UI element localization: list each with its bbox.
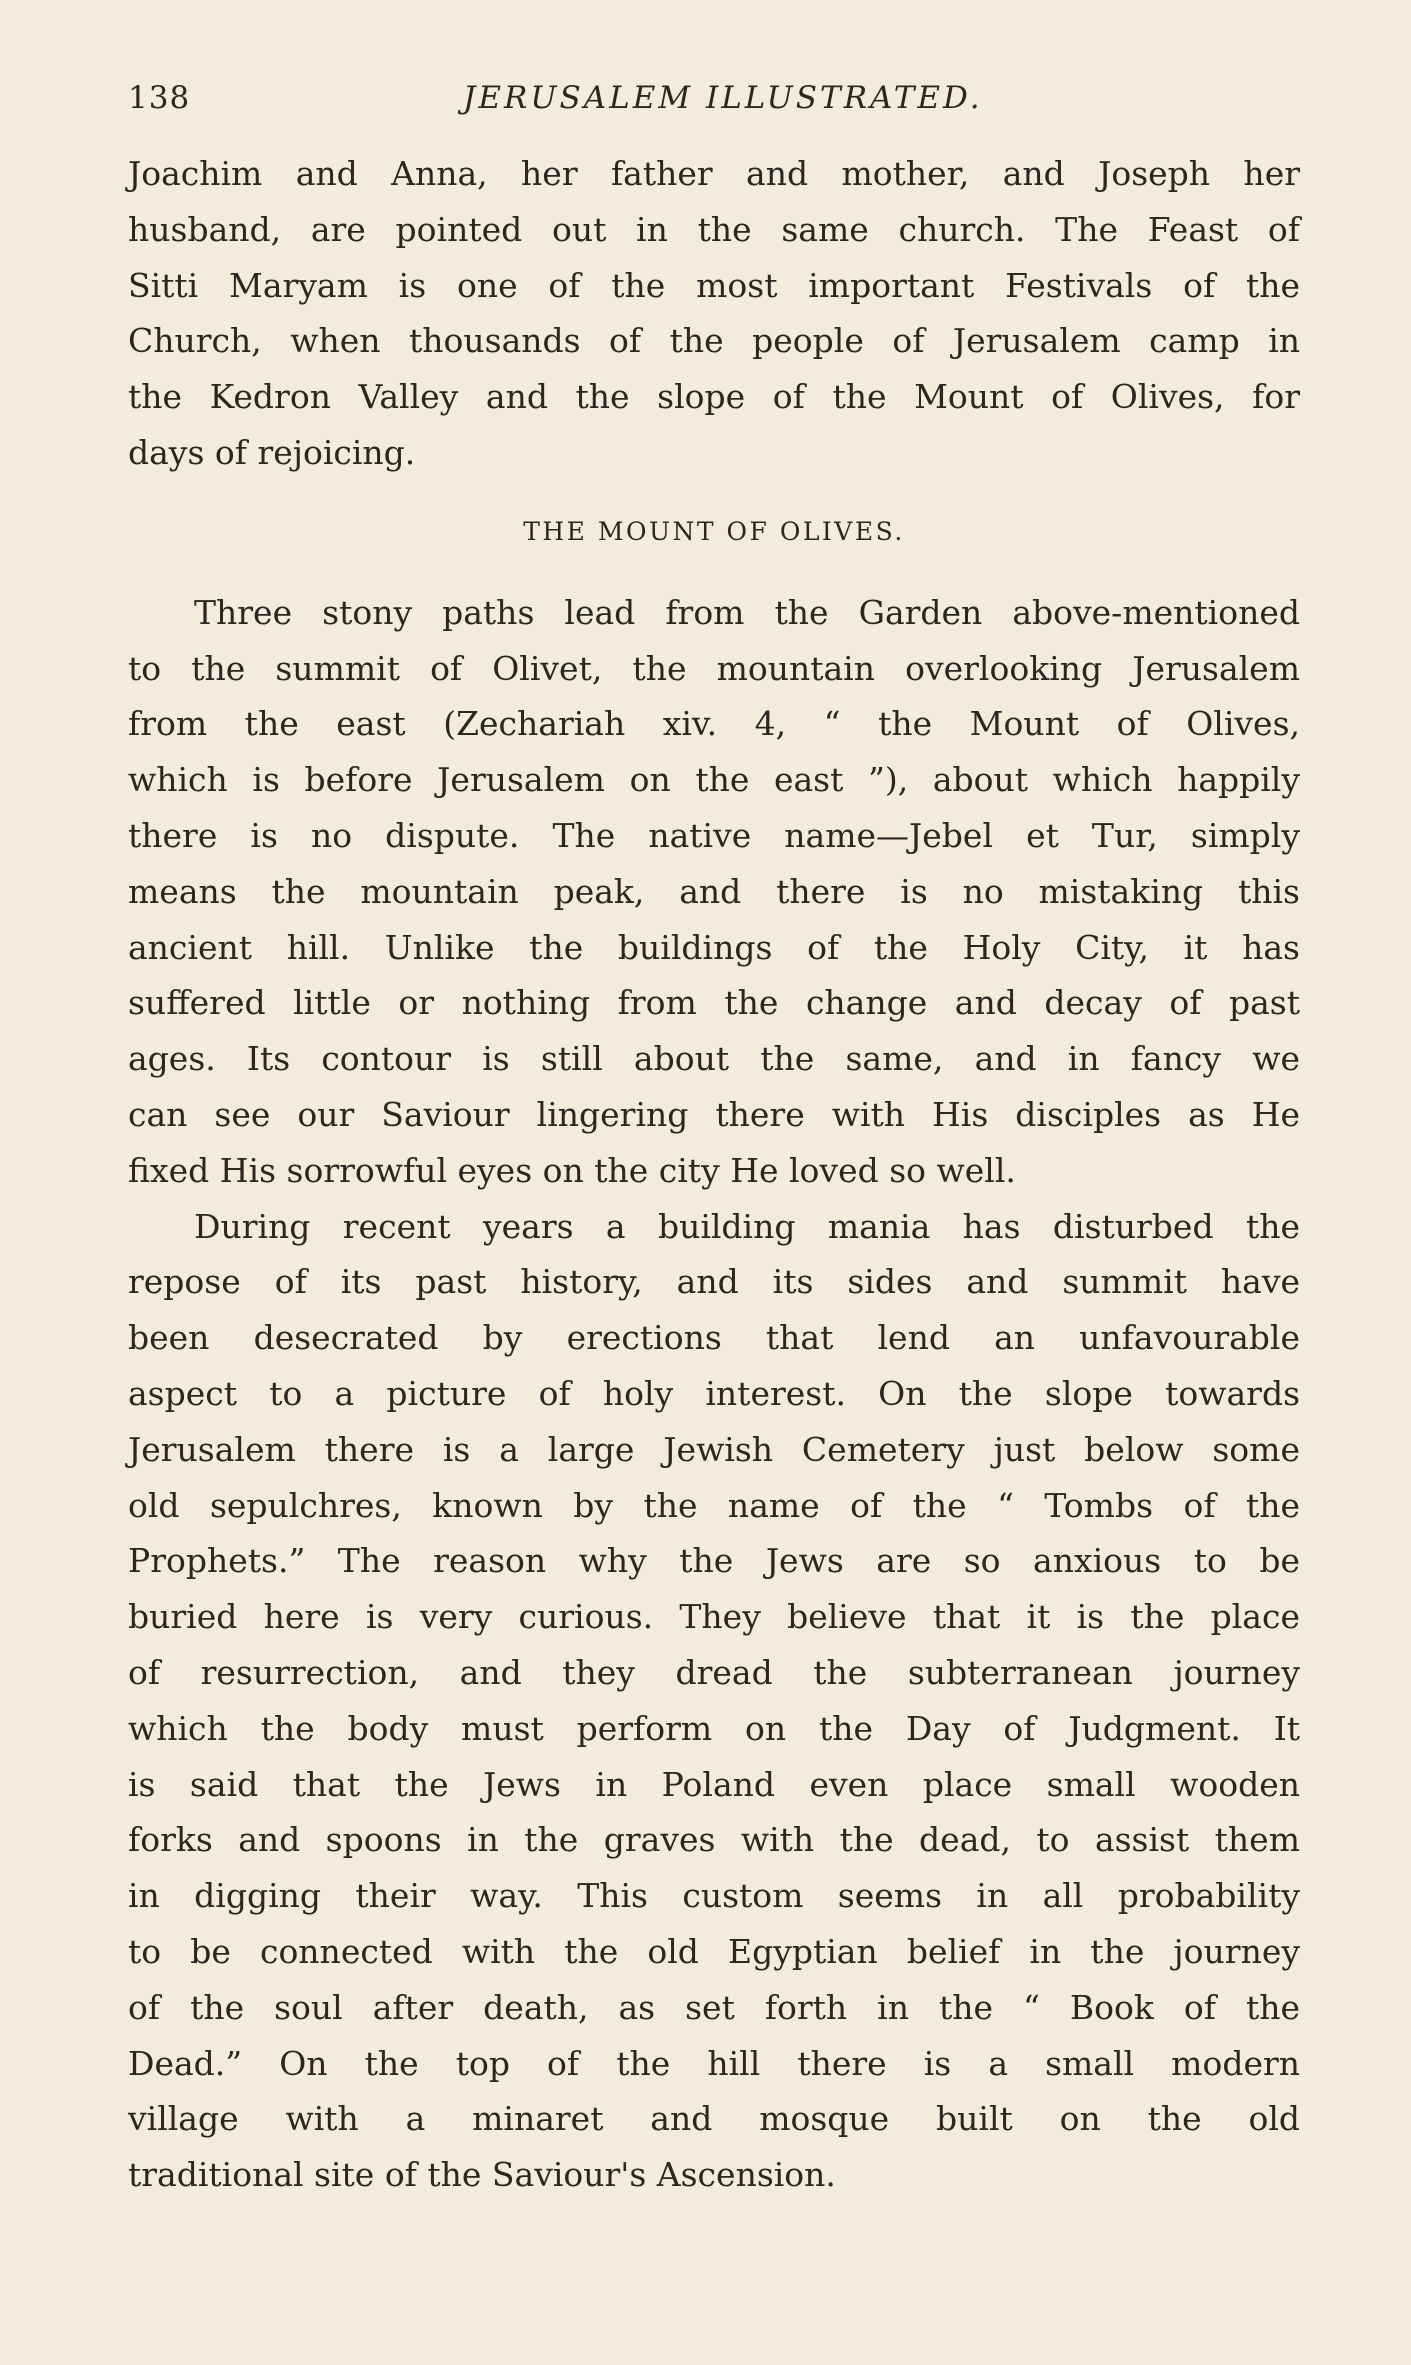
running-head xyxy=(128,76,1288,120)
body-text xyxy=(128,146,1300,2203)
text-line: to the summit of Olivet, the mountain overlooking Jerusalem xyxy=(128,648,1300,688)
text-line: means the mountain peak, and there is no mistaking this xyxy=(128,871,1300,911)
text-line: there is no dispute. The native name—Jebel et Tur, simply xyxy=(128,815,1300,855)
text-line: husband, are pointed out in the same church. The Feast of xyxy=(128,209,1300,249)
text-line: suffered little or nothing from the change and decay of past xyxy=(128,983,1300,1023)
text-line: the Kedron Valley and the slope of the Mount of Olives, for xyxy=(128,377,1300,417)
text-line: aspect to a picture of holy interest. On the slope towards xyxy=(128,1373,1300,1413)
text-line: is said that the Jews in Poland even place small wooden xyxy=(128,1764,1300,1804)
text-line: Prophets.” The reason why the Jews are so anxious to be xyxy=(128,1541,1300,1581)
paragraph-2 xyxy=(128,585,1300,1199)
text-line: During recent years a building mania has disturbed the xyxy=(194,1206,1300,1246)
paragraph-3 xyxy=(128,1199,1300,2203)
text-line: buried here is very curious. They believe that it is the place xyxy=(128,1597,1300,1637)
text-line: from the east (Zechariah xiv. 4, “ the Mount of Olives, xyxy=(128,704,1300,744)
text-line: Sitti Maryam is one of the most important Festivals of the xyxy=(128,265,1300,305)
text-line: which the body must perform on the Day of Judgment. It xyxy=(128,1708,1300,1748)
text-line: old sepulchres, known by the name of the “ Tombs of the xyxy=(128,1485,1300,1525)
text-line: Church, when thousands of the people of Jerusalem camp in xyxy=(128,321,1300,361)
text-line: to be connected with the old Egyptian belief in the journey xyxy=(128,1931,1300,1971)
text-line: ages. Its contour is still about the same, and in fancy we xyxy=(128,1039,1300,1079)
text-line: fixed His sorrowful eyes on the city He loved so well. xyxy=(128,1150,1016,1190)
text-line: of resurrection, and they dread the subterranean journey xyxy=(128,1652,1300,1692)
text-line: in digging their way. This custom seems in all probability xyxy=(128,1876,1300,1916)
text-line: Three stony paths lead from the Garden above-mentioned xyxy=(194,592,1300,632)
text-line: been desecrated by erections that lend an unfavourable xyxy=(128,1318,1300,1358)
text-line: traditional site of the Saviour's Ascension. xyxy=(128,2155,836,2195)
text-line: repose of its past history, and its sides and summit have xyxy=(128,1262,1300,1302)
paragraph-1 xyxy=(128,146,1300,481)
section-heading: THE MOUNT OF OLIVES. xyxy=(523,516,905,546)
text-line: of the soul after death, as set forth in the “ Book of the xyxy=(128,1987,1300,2027)
text-line: Jerusalem there is a large Jewish Cemetery just below some xyxy=(128,1429,1300,1469)
page-number: 138 xyxy=(128,80,191,116)
text-line: can see our Saviour lingering there with His disciples as He xyxy=(128,1094,1300,1134)
running-title: JERUSALEM ILLUSTRATED. xyxy=(463,80,983,116)
text-line: Joachim and Anna, her father and mother, and Joseph her xyxy=(128,154,1300,193)
text-line: ancient hill. Unlike the buildings of the Holy City, it has xyxy=(128,927,1300,967)
text-line: Dead.” On the top of the hill there is a small modern xyxy=(128,2043,1300,2083)
text-line: village with a minaret and mosque built on the old xyxy=(128,2099,1300,2139)
text-line: forks and spoons in the graves with the dead, to assist them xyxy=(128,1820,1300,1860)
text-line: days of rejoicing. xyxy=(128,432,416,472)
text-line: which is before Jerusalem on the east ”), about which happily xyxy=(128,760,1300,800)
